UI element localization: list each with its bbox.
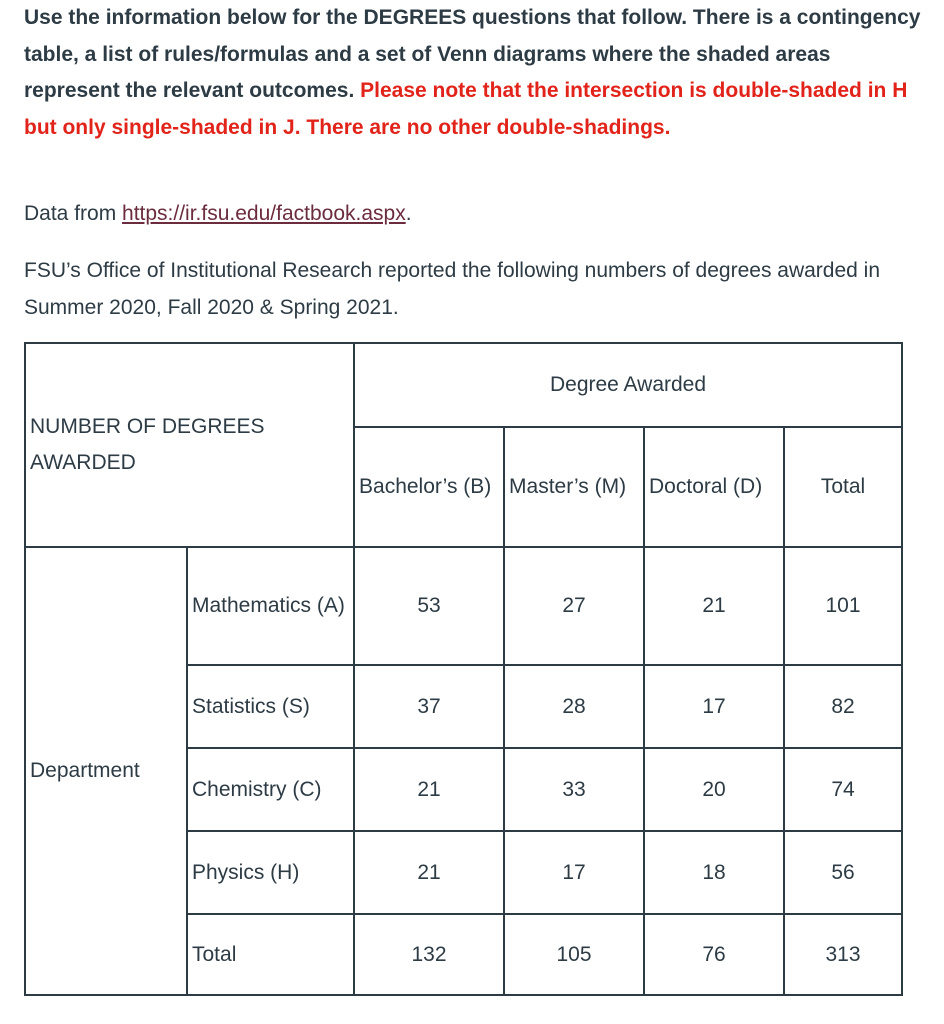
table-cell: 82 <box>784 665 902 748</box>
row-label-physics: Physics (H) <box>187 831 354 914</box>
table-cell: 313 <box>784 914 902 995</box>
table-cell: 33 <box>504 748 644 831</box>
row-label-chemistry: Chemistry (C) <box>187 748 354 831</box>
row-label-mathematics: Mathematics (A) <box>187 547 354 665</box>
table-cell: 27 <box>504 547 644 665</box>
row-label-statistics: Statistics (S) <box>187 665 354 748</box>
instructions-note: Please note that the intersection is double-shaded in H but only single-shaded in J. There are no other double-shadings. <box>24 79 908 139</box>
table-cell: 105 <box>504 914 644 995</box>
table-cell: 76 <box>644 914 784 995</box>
data-source-suffix: . <box>405 202 412 225</box>
table-cell: 17 <box>504 831 644 914</box>
column-header-bachelors: Bachelor’s (B) <box>354 427 504 547</box>
column-header-total: Total <box>784 427 902 547</box>
instructions-text: Use the information below for the DEGREES questions that follow. There is a contingency table, a list of rules/formulas and a set of Venn diagrams where the shaded areas represent the relevant outcomes. <box>24 6 921 102</box>
contingency-table <box>24 342 903 996</box>
data-source <box>24 196 412 232</box>
table-cell: 21 <box>354 831 504 914</box>
instructions-paragraph <box>24 0 924 146</box>
factbook-link[interactable]: https://ir.fsu.edu/factbook.aspx <box>122 202 406 225</box>
column-header-masters: Master’s (M) <box>504 427 644 547</box>
table-cell: 21 <box>354 748 504 831</box>
data-source-prefix: Data from <box>24 202 123 225</box>
degree-awarded-header: Degree Awarded <box>354 343 902 427</box>
column-header-doctoral: Doctoral (D) <box>644 427 784 547</box>
table-cell: 53 <box>354 547 504 665</box>
table-row <box>25 547 902 665</box>
table-cell: 17 <box>644 665 784 748</box>
table-cell: 18 <box>644 831 784 914</box>
table-cell: 37 <box>354 665 504 748</box>
table-cell: 132 <box>354 914 504 995</box>
report-paragraph: FSU’s Office of Institutional Research reported the following numbers of degrees awarded in Summer 2020, Fall 2020 & Spring 2021. <box>24 259 881 319</box>
row-group-label: Department <box>25 547 187 995</box>
table-cell: 56 <box>784 831 902 914</box>
table-cell: 101 <box>784 547 902 665</box>
table-cell: 21 <box>644 547 784 665</box>
table-cell: 20 <box>644 748 784 831</box>
table-corner-label: NUMBER OF DEGREES AWARDED <box>25 343 354 547</box>
table-cell: 74 <box>784 748 902 831</box>
row-label-total: Total <box>187 914 354 995</box>
table-cell: 28 <box>504 665 644 748</box>
